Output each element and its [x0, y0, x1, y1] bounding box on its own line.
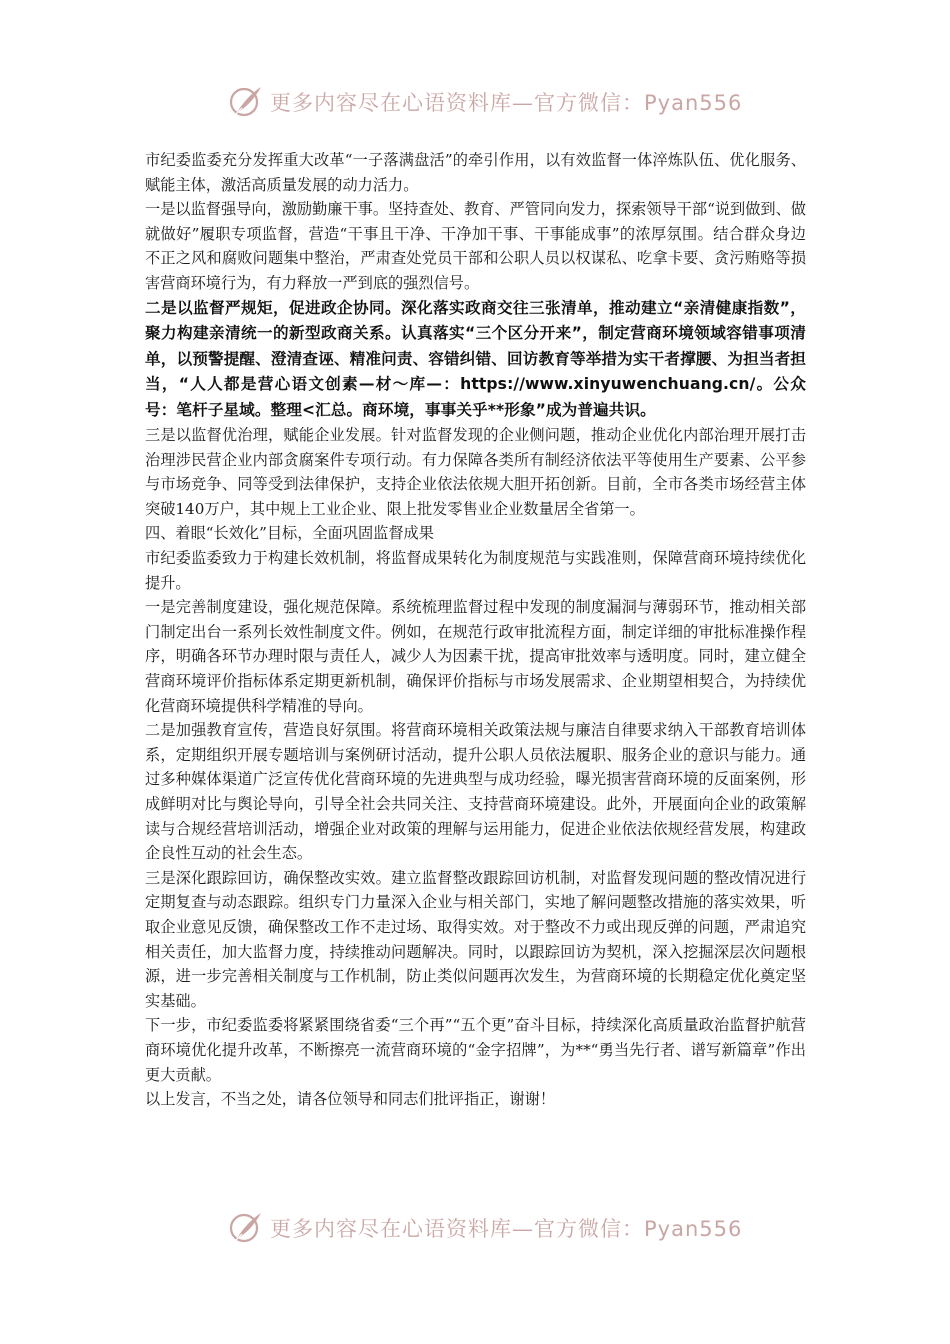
paragraph-point-3: 三是以监督优治理，赋能企业发展。针对监督发现的企业侧问题，推动企业优化内部治理开展打击治理涉民营企业内部贪腐案件专项行动。有力保障各类所有制经济依法平等使用生产要素、公平参与市场竞争、同等受到法律保护，支持企业依法依规大胆开拓创新。目前，全市各类市场经营主体突破140万户，其中规上工业企业、限上批发零售业企业数量居全省第一。 [145, 426, 806, 518]
paragraph-education-publicity: 二是加强教育宣传，营造良好氛围。将营商环境相关政策法规与廉洁自律要求纳入干部教育培训体系，定期组织开展专题培训与案例研讨活动，提升公职人员依法履职、服务企业的意识与能力。通过多种媒体渠道广泛宣传优化营商环境的先进典型与成功经验，曝光损害营商环境的反面案例，形成鲜明对比与舆论导向，引导全社会共同关注、支持营商环境建设。此外，开展面向企业的政策解读与合规经营培训活动，增强企业对政策的理解与运用能力，促进企业依法依规经营发展，构建政企良性互动的社会生态。 [145, 721, 806, 863]
paragraph-follow-up-visits: 三是深化跟踪回访，确保整改实效。建立监督整改跟踪回访机制，对监督发现问题的整改情况进行定期复查与动态跟踪。组织专门力量深入企业与相关部门，实地了解问题整改措施的落实效果，听取企业意见反馈，确保整改工作不走过场、取得实效。对于整改不力或出现反弹的问题，严肃追究相关责任，加大监督力度，持续推动问题解决。同时，以跟踪回访为契机，深入挖掘深层次问题根源，进一步完善相关制度与工作机制，防止类似问题再次发生，为营商环境的长期稳定优化奠定坚实基础。 [145, 868, 806, 1010]
document-body [145, 148, 806, 1112]
paragraph-institution-building: 一是完善制度建设，强化规范保障。系统梳理监督过程中发现的制度漏洞与薄弱环节，推动相关部门制定出台一系列长效性制度文件。例如，在规范行政审批流程方面，制定详细的审批标准操作程序，明确各环节办理时限与责任人，减少人为因素干扰，提高审批效率与透明度。同时，建立健全营商环境评价指标体系定期更新机制，确保评价指标与市场发展需求、企业期望相契合，为持续优化营商环境提供科学精准的导向。 [145, 598, 806, 715]
footer-watermark-banner [228, 1208, 748, 1248]
paragraph-intro: 市纪委监委充分发挥重大改革“一子落满盘活”的牵引作用，以有效监督一体淬炼队伍、优化服务、赋能主体，激活高质量发展的动力活力。 [145, 151, 806, 194]
watermark-text: 更多内容尽在心语资料库—官方微信：Pyan556 [270, 91, 743, 115]
quill-logo-icon [228, 84, 264, 120]
watermark-text: 更多内容尽在心语资料库—官方微信：Pyan556 [270, 1217, 743, 1241]
paragraph-point-1: 一是以监督强导向，激励勤廉干事。坚持查处、教育、严管同向发力，探索领导干部“说到做到、做就做好”履职专项监督，营造“干事且干净、干净加干事、干事能成事”的浓厚氛围。结合群众身边不正之风和腐败问题集中整治，严肃查处党员干部和公职人员以权谋私、吃拿卡要、贪污贿赂等损害营商环境行为，有力释放一严到底的强烈信号。 [145, 200, 806, 292]
paragraph-point-2-highlighted: 二是以监督严规矩，促进政企协同。深化落实政商交往三张清单，推动建立“亲清健康指数”，聚力构建亲清统一的新型政商关系。认真落实“三个区分开来”，制定营商环境领域容错事项清单，以预警提醒、澄清查诬、精准问责、容错纠错、回访教育等举措为实干者撑腰、为担当者担当，“人人都是营心语文创素—材～库—：https://www.xinyuwenchuang.cn/。公众号：笔杆子星域。整理<汇总。商环境，事事关乎**形象”成为普遍共识。 [145, 298, 806, 419]
paragraph-closing: 以上发言，不当之处，请各位领导和同志们批评指正，谢谢！ [145, 1090, 556, 1109]
section-heading-4: 四、着眼“长效化”目标，全面巩固监督成果 [145, 524, 434, 543]
paragraph-next-steps: 下一步，市纪委监委将紧紧围绕省委“三个再”“五个更”奋斗目标，持续深化高质量政治监督护航营商环境优化提升改革，不断擦亮一流营商环境的“金字招牌”，为**“勇当先行者、谱写新篇章”作出更大贡献。 [145, 1016, 806, 1084]
paragraph-section-4-intro: 市纪委监委致力于构建长效机制，将监督成果转化为制度规范与实践准则，保障营商环境持续优化提升。 [145, 549, 806, 592]
header-watermark-banner [228, 82, 748, 122]
quill-logo-icon [228, 1210, 264, 1246]
